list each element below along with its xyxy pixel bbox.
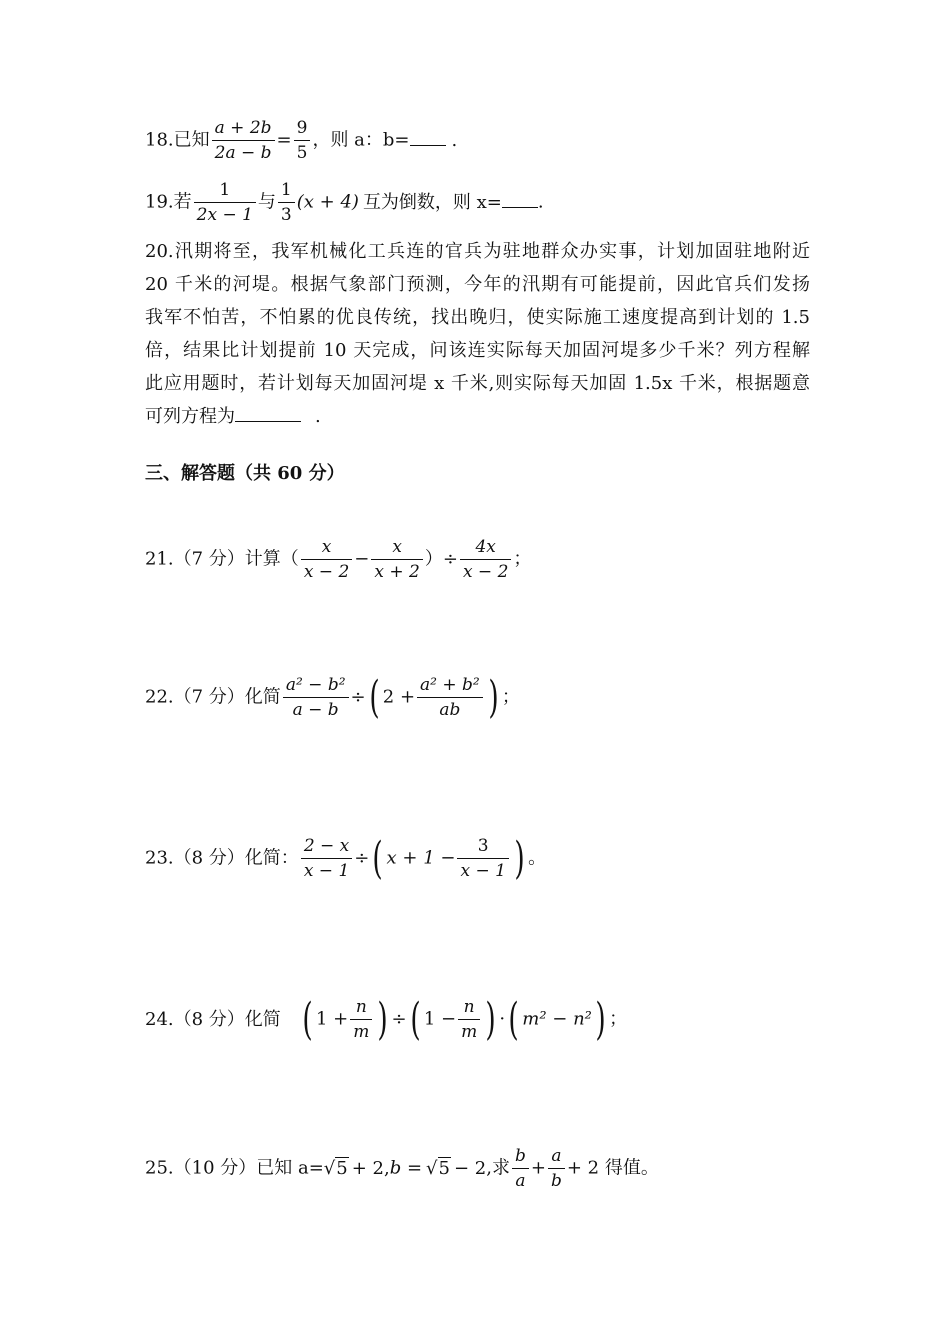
q19-fraction-1: $\frac{1}{2x - 1}$: [194, 180, 256, 225]
question-23: 23.（8 分）化简： $\frac{2 - x}{x - 1}$ ÷( x + 1 − $\frac{3}{x - 1}$ ) 。: [145, 832, 547, 884]
q22-fraction-1: $\frac{\text{a² − b²}}{a - b}$: [283, 675, 349, 720]
question-25: 25.（10 分）已知 a=√5 + 2,b = √5 − 2,求 $\frac{b}{a}$ + $\frac{a}{b}$ + 2 得值。: [145, 1146, 659, 1191]
q20-line: 我军不怕苦，不怕累的优良传统，找出晚归，使实际施工速度提高到计划的 1.5: [145, 307, 810, 328]
right-paren: ): [377, 993, 389, 1045]
left-paren: (: [410, 993, 421, 1045]
q22-fraction-2: $\frac{\text{a² + b²}}{ab}$: [417, 675, 483, 720]
right-paren: ): [514, 832, 525, 884]
q20-answer-blank[interactable]: [235, 407, 301, 422]
q18-answer-blank[interactable]: [410, 131, 446, 146]
question-21: 21.（7 分）计算（ $\frac{x}{x - 2}$ − $\frac{x}{x + 2}$ ）÷ $\frac{4x}{x - 2}$ ；: [145, 537, 532, 582]
q23-fraction-1: $\frac{2 - x}{x - 1}$: [301, 836, 352, 881]
left-paren: (: [508, 993, 519, 1045]
q24-fraction-2: $\frac{n}{m}$: [458, 997, 480, 1042]
right-paren: ): [488, 671, 499, 723]
q25-fraction-1: $\frac{b}{a}$: [512, 1146, 529, 1191]
q25-fraction-2: $\frac{a}{b}$: [548, 1146, 565, 1191]
q18-fraction-2: $\frac{9}{5}$: [294, 118, 311, 163]
question-19: 19.若 $\frac{1}{2x - 1}$ 与 $\frac{1}{3}$ (x + 4) 互为倒数，则 x= .: [145, 180, 544, 225]
q21-fraction-1: $\frac{x}{x - 2}$: [301, 537, 352, 582]
q20-line: 此应用题时，若计划每天加固河堤 x 千米,则实际每天加固 1.5x 千米，根据题意: [145, 373, 810, 394]
q19-fraction-2: $\frac{1}{3}$: [278, 180, 295, 225]
left-paren: (: [302, 993, 313, 1045]
q20-line: 倍，结果比计划提前 10 天完成，问该连实际每天加固河堤多少千米？列方程解: [145, 340, 810, 361]
q20-last-line: 可列方程为 .: [145, 406, 321, 427]
question-18: 18.已知 $\frac{a + 2b}{2a - b}$ = $\frac{9}{5}$ ，则 a：b= .: [145, 118, 458, 163]
left-paren: (: [372, 832, 384, 884]
q18-prefix: 18.已知: [145, 129, 210, 151]
question-20: [145, 235, 810, 433]
left-paren: (: [369, 671, 380, 723]
q18-suffix: ，则 a：b=: [312, 129, 410, 151]
q18-fraction-1: $\frac{a + 2b}{2a - b}$: [212, 118, 275, 163]
sqrt-symbol: √5: [323, 1157, 348, 1179]
q20-line: 20 千米的河堤。根据气象部门预测，今年的汛期有可能提前，因此官兵们发扬: [145, 274, 810, 295]
q20-line: 20.汛期将至，我军机械化工兵连的官兵为驻地群众办实事，计划加固驻地附近: [145, 241, 810, 262]
q21-fraction-3: $\frac{4x}{x - 2}$: [460, 537, 511, 582]
question-22: 22.（7 分）化简 $\frac{\text{a² − b²}}{a - b}$ ÷( 2 + $\frac{\text{a² + b²}}{ab}$ ) ；: [145, 671, 520, 723]
q21-fraction-2: $\frac{x}{x + 2}$: [371, 537, 422, 582]
question-24: 24.（8 分）化简 ( 1 + $\frac{n}{m}$ ) ÷( 1 − $\frac{n}{m}$ ) ·( m² − n²) ；: [145, 993, 628, 1045]
q23-fraction-2: $\frac{3}{x - 1}$: [457, 836, 508, 881]
sqrt-symbol: √5: [426, 1157, 450, 1179]
q24-fraction-1: $\frac{n}{m}$: [350, 997, 372, 1042]
q19-answer-blank[interactable]: [502, 193, 538, 208]
right-paren: ): [595, 993, 606, 1045]
right-paren: ): [485, 993, 496, 1045]
section-3-heading: 三、解答题（共 60 分）: [145, 463, 345, 484]
